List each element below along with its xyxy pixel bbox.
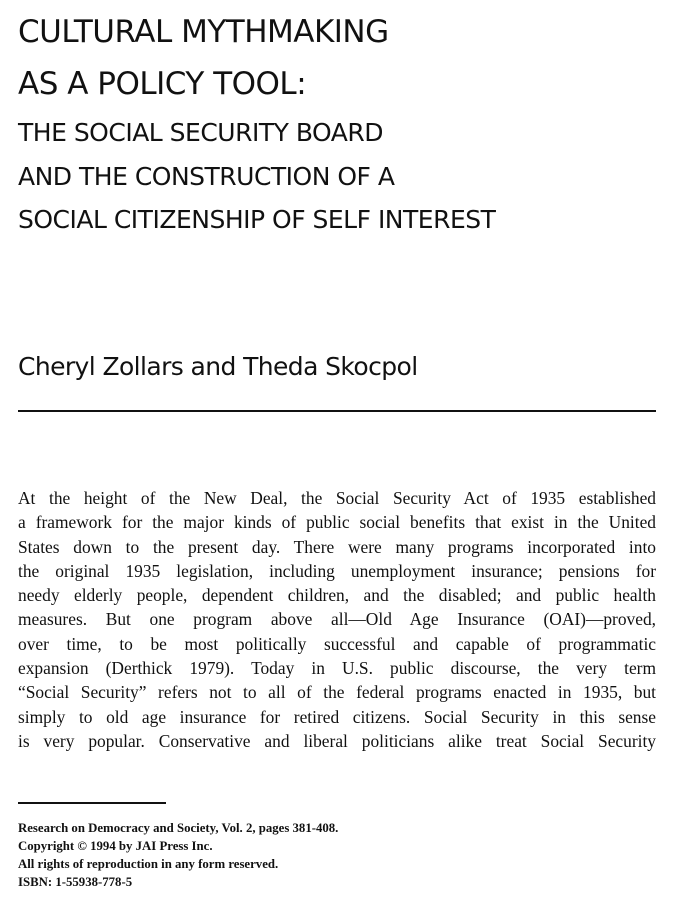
footnote-journal: Research on Democracy and Society, Vol. 2, pages 381-408. (18, 821, 339, 835)
paragraph-line: over time, to be most politically successful and capable of programmatic (18, 633, 656, 654)
paragraph-line: a framework for the major kinds of public social benefits that exist in the United (18, 512, 656, 533)
footnote-divider (18, 802, 166, 804)
paragraph-line: the original 1935 legislation, including unemployment insurance; pensions for (18, 560, 656, 581)
opening-paragraph (18, 486, 656, 753)
paragraph-line: expansion (Derthick 1979). Today in U.S. public discourse, the very term (18, 658, 656, 679)
paragraph-line: measures. But one program above all—Old Age Insurance (OAI)—proved, (18, 609, 656, 630)
paragraph-line: At the height of the New Deal, the Social Security Act of 1935 established (18, 488, 656, 508)
publication-footnote (18, 819, 338, 891)
footnote-rights: All rights of reproduction in any form reserved. (18, 857, 279, 871)
footnote-isbn: ISBN: 1-55938-778-5 (18, 875, 133, 889)
author-byline: Cheryl Zollars and Theda Skocpol (18, 352, 418, 381)
paragraph-line: States down to the present day. There were many programs incorporated into (18, 536, 656, 557)
title-line-2: AS A POLICY TOOL: (18, 66, 307, 102)
paragraph-line: needy elderly people, dependent children, and the disabled; and public health (18, 585, 656, 606)
paragraph-line: “Social Security” refers not to all of the federal programs enacted in 1935, but (18, 682, 656, 703)
subtitle-line-1: THE SOCIAL SECURITY BOARD (18, 118, 383, 147)
paragraph-line: simply to old age insurance for retired citizens. Social Security in this sense (18, 706, 656, 727)
subtitle-line-3: SOCIAL CITIZENSHIP OF SELF INTEREST (18, 205, 496, 234)
footnote-copyright: Copyright © 1994 by JAI Press Inc. (18, 839, 213, 853)
title-line-1: CULTURAL MYTHMAKING (18, 14, 389, 50)
subtitle-line-2: AND THE CONSTRUCTION OF A (18, 162, 395, 191)
title-divider (18, 410, 656, 412)
paragraph-line: is very popular. Conservative and liberal politicians alike treat Social Security (18, 730, 656, 751)
